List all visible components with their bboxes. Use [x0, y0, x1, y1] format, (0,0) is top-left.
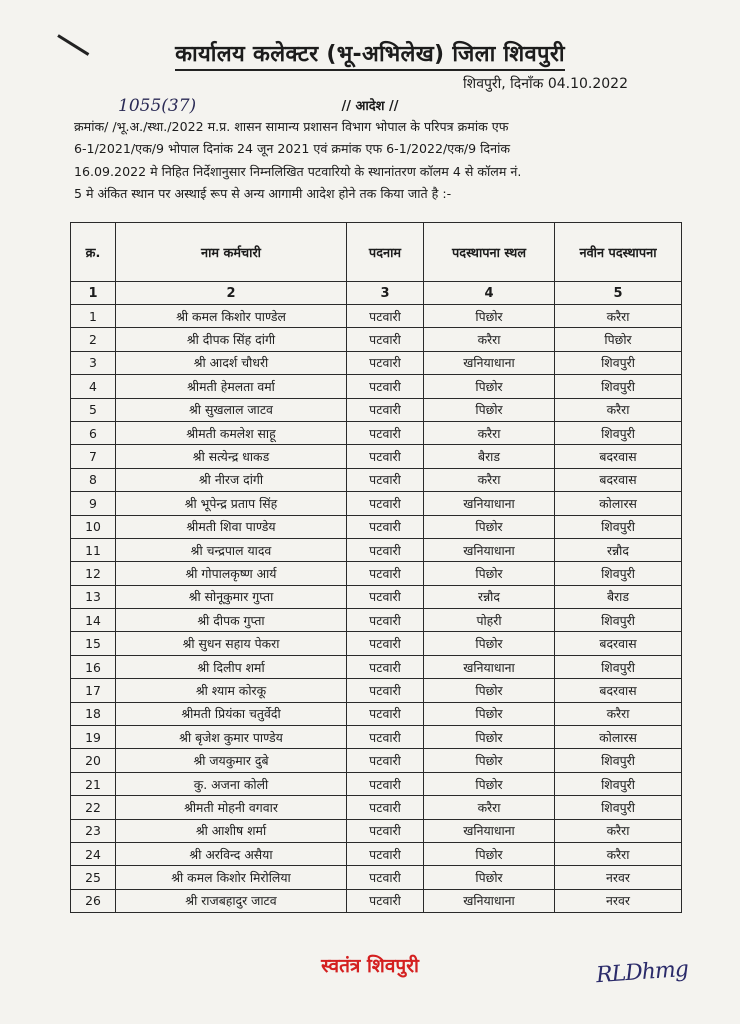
employee-name-cell: श्री सुखलाल जाटव: [116, 398, 347, 421]
current-posting-cell: पिछोर: [424, 632, 555, 655]
header-designation: पदनाम: [347, 223, 424, 282]
new-posting-cell: कोलारस: [555, 726, 682, 749]
table-row: [71, 842, 682, 865]
employee-name-cell: श्री जयकुमार दुबे: [116, 749, 347, 772]
designation-cell: पटवारी: [347, 328, 424, 351]
column-number: 4: [424, 282, 555, 305]
current-posting-cell: रन्नौद: [424, 585, 555, 608]
table-row: [71, 796, 682, 819]
new-posting-cell: करैरा: [555, 842, 682, 865]
serial-cell: 18: [71, 702, 116, 725]
body-line: 6-1/2021/एक/9 भोपाल दिनांक 24 जून 2021 एवं क्रमांक एफ 6-1/2022/एक/9 दिनांक: [74, 141, 511, 157]
current-posting-cell: पिछोर: [424, 375, 555, 398]
current-posting-cell: खनियाधाना: [424, 492, 555, 515]
employee-name-cell: श्री अरविन्द असैया: [116, 842, 347, 865]
serial-cell: 24: [71, 842, 116, 865]
designation-cell: पटवारी: [347, 819, 424, 842]
new-posting-cell: नरवर: [555, 866, 682, 889]
employee-name-cell: श्रीमती शिवा पाण्डेय: [116, 515, 347, 538]
new-posting-cell: करैरा: [555, 305, 682, 328]
serial-cell: 15: [71, 632, 116, 655]
serial-cell: 20: [71, 749, 116, 772]
table-row: [71, 351, 682, 374]
employee-name-cell: श्री आदर्श चौधरी: [116, 351, 347, 374]
handwritten-order-number: 1055(37): [118, 96, 197, 116]
table-row: [71, 679, 682, 702]
table-row: [71, 538, 682, 561]
order-body-text: [74, 116, 664, 206]
designation-cell: पटवारी: [347, 421, 424, 444]
serial-cell: 3: [71, 351, 116, 374]
table-row: [71, 632, 682, 655]
place-date: शिवपुरी, दिनाँक 04.10.2022: [463, 76, 628, 92]
serial-cell: 5: [71, 398, 116, 421]
serial-cell: 1: [71, 305, 116, 328]
serial-cell: 8: [71, 468, 116, 491]
employee-name-cell: श्री चन्द्रपाल यादव: [116, 538, 347, 561]
table-row: [71, 655, 682, 678]
designation-cell: पटवारी: [347, 726, 424, 749]
new-posting-cell: नरवर: [555, 889, 682, 912]
designation-cell: पटवारी: [347, 889, 424, 912]
serial-cell: 10: [71, 515, 116, 538]
designation-cell: पटवारी: [347, 585, 424, 608]
current-posting-cell: पिछोर: [424, 679, 555, 702]
table-row: [71, 585, 682, 608]
new-posting-cell: बैराड: [555, 585, 682, 608]
body-line: 16.09.2022 मे निहित निर्देशानुसार निम्नलिखित पटवारियो के स्थानांतरण कॉलम 4 से कॉलम नं.: [74, 163, 522, 179]
table-row: [71, 749, 682, 772]
designation-cell: पटवारी: [347, 866, 424, 889]
table-row: [71, 866, 682, 889]
new-posting-cell: शिवपुरी: [555, 655, 682, 678]
body-line: क्रमांक/ /भू.अ./स्था./2022 म.प्र. शासन सामान्य प्रशासन विभाग भोपाल के परिपत्र क्रमांक एफ: [74, 119, 509, 134]
employee-name-cell: श्रीमती मोहनी वगवार: [116, 796, 347, 819]
new-posting-cell: शिवपुरी: [555, 749, 682, 772]
designation-cell: पटवारी: [347, 375, 424, 398]
current-posting-cell: करैरा: [424, 421, 555, 444]
serial-cell: 11: [71, 538, 116, 561]
table-row: [71, 726, 682, 749]
employee-name-cell: श्री नीरज दांगी: [116, 468, 347, 491]
serial-cell: 12: [71, 562, 116, 585]
table-row: [71, 492, 682, 515]
designation-cell: पटवारी: [347, 492, 424, 515]
current-posting-cell: पोहरी: [424, 609, 555, 632]
employee-name-cell: श्री गोपालकृष्ण आर्य: [116, 562, 347, 585]
table-row: [71, 515, 682, 538]
new-posting-cell: शिवपुरी: [555, 515, 682, 538]
employee-name-cell: श्री राजबहादुर जाटव: [116, 889, 347, 912]
serial-cell: 26: [71, 889, 116, 912]
employee-name-cell: श्री बृजेश कुमार पाण्डेय: [116, 726, 347, 749]
column-number: 2: [116, 282, 347, 305]
table-row: [71, 772, 682, 795]
current-posting-cell: बैराड: [424, 445, 555, 468]
serial-cell: 22: [71, 796, 116, 819]
serial-cell: 6: [71, 421, 116, 444]
current-posting-cell: पिछोर: [424, 726, 555, 749]
body-line: 5 मे अंकित स्थान पर अस्थाई रूप से अन्य आगामी आदेश होने तक किया जाते है :-: [74, 186, 452, 202]
current-posting-cell: खनियाधाना: [424, 819, 555, 842]
signature: RLDhmg: [595, 956, 689, 989]
current-posting-cell: पिछोर: [424, 562, 555, 585]
new-posting-cell: कोलारस: [555, 492, 682, 515]
serial-cell: 14: [71, 609, 116, 632]
designation-cell: पटवारी: [347, 398, 424, 421]
header-employee-name: नाम कर्मचारी: [116, 223, 347, 282]
current-posting-cell: पिछोर: [424, 515, 555, 538]
serial-cell: 9: [71, 492, 116, 515]
new-posting-cell: बदरवास: [555, 468, 682, 491]
current-posting-cell: करैरा: [424, 796, 555, 819]
serial-cell: 25: [71, 866, 116, 889]
new-posting-cell: शिवपुरी: [555, 562, 682, 585]
employee-name-cell: श्री श्याम कोरकू: [116, 679, 347, 702]
table-row: [71, 562, 682, 585]
current-posting-cell: खनियाधाना: [424, 351, 555, 374]
header-serial: क्र.: [71, 223, 116, 282]
header-current-posting: पदस्थापना स्थल: [424, 223, 555, 282]
serial-cell: 19: [71, 726, 116, 749]
current-posting-cell: पिछोर: [424, 842, 555, 865]
column-number: 1: [71, 282, 116, 305]
designation-cell: पटवारी: [347, 702, 424, 725]
employee-name-cell: श्री दीपक गुप्ता: [116, 609, 347, 632]
current-posting-cell: पिछोर: [424, 866, 555, 889]
new-posting-cell: करैरा: [555, 398, 682, 421]
employee-name-cell: श्री कमल किशोर पाण्डेल: [116, 305, 347, 328]
designation-cell: पटवारी: [347, 515, 424, 538]
table-row: [71, 609, 682, 632]
designation-cell: पटवारी: [347, 305, 424, 328]
transfer-table: [70, 222, 682, 913]
designation-cell: पटवारी: [347, 609, 424, 632]
new-posting-cell: बदरवास: [555, 679, 682, 702]
designation-cell: पटवारी: [347, 655, 424, 678]
table-row: [71, 702, 682, 725]
office-title: [0, 38, 740, 68]
current-posting-cell: पिछोर: [424, 305, 555, 328]
designation-cell: पटवारी: [347, 468, 424, 491]
new-posting-cell: बदरवास: [555, 632, 682, 655]
table-row: [71, 445, 682, 468]
table-row: [71, 421, 682, 444]
employee-name-cell: श्रीमती हेमलता वर्मा: [116, 375, 347, 398]
new-posting-cell: शिवपुरी: [555, 772, 682, 795]
current-posting-cell: पिछोर: [424, 398, 555, 421]
employee-name-cell: श्री दिलीप शर्मा: [116, 655, 347, 678]
serial-cell: 16: [71, 655, 116, 678]
table-row: [71, 889, 682, 912]
header-new-posting: नवीन पदस्थापना: [555, 223, 682, 282]
employee-name-cell: श्री सुधन सहाय पेकरा: [116, 632, 347, 655]
serial-cell: 7: [71, 445, 116, 468]
new-posting-cell: करैरा: [555, 819, 682, 842]
designation-cell: पटवारी: [347, 679, 424, 702]
designation-cell: पटवारी: [347, 538, 424, 561]
new-posting-cell: शिवपुरी: [555, 351, 682, 374]
new-posting-cell: पिछोर: [555, 328, 682, 351]
designation-cell: पटवारी: [347, 842, 424, 865]
table-row: [71, 375, 682, 398]
serial-cell: 4: [71, 375, 116, 398]
designation-cell: पटवारी: [347, 445, 424, 468]
current-posting-cell: पिछोर: [424, 772, 555, 795]
serial-cell: 2: [71, 328, 116, 351]
table-row: [71, 305, 682, 328]
designation-cell: पटवारी: [347, 772, 424, 795]
current-posting-cell: पिछोर: [424, 749, 555, 772]
new-posting-cell: शिवपुरी: [555, 375, 682, 398]
new-posting-cell: शिवपुरी: [555, 421, 682, 444]
employee-name-cell: श्रीमती प्रियंका चतुर्वेदी: [116, 702, 347, 725]
table-row: [71, 398, 682, 421]
serial-cell: 23: [71, 819, 116, 842]
current-posting-cell: करैरा: [424, 328, 555, 351]
employee-name-cell: श्रीमती कमलेश साहू: [116, 421, 347, 444]
new-posting-cell: करैरा: [555, 702, 682, 725]
office-title-text: कार्यालय कलेक्टर (भू-अभिलेख) जिला शिवपुरी: [175, 42, 565, 71]
serial-cell: 13: [71, 585, 116, 608]
table-row: [71, 819, 682, 842]
column-number: 3: [347, 282, 424, 305]
new-posting-cell: बदरवास: [555, 445, 682, 468]
current-posting-cell: करैरा: [424, 468, 555, 491]
employee-name-cell: श्री सत्येन्द्र धाकड: [116, 445, 347, 468]
designation-cell: पटवारी: [347, 749, 424, 772]
table-header-row: [71, 223, 682, 282]
employee-name-cell: श्री आशीष शर्मा: [116, 819, 347, 842]
table-row: [71, 468, 682, 491]
table-row: [71, 328, 682, 351]
footer-stamp: स्वतंत्र शिवपुरी: [321, 955, 419, 977]
new-posting-cell: रन्नौद: [555, 538, 682, 561]
order-heading: // आदेश //: [341, 99, 399, 114]
designation-cell: पटवारी: [347, 632, 424, 655]
employee-name-cell: श्री सोनूकुमार गुप्ता: [116, 585, 347, 608]
designation-cell: पटवारी: [347, 796, 424, 819]
employee-name-cell: श्री कमल किशोर मिरोलिया: [116, 866, 347, 889]
serial-cell: 21: [71, 772, 116, 795]
current-posting-cell: खनियाधाना: [424, 655, 555, 678]
new-posting-cell: शिवपुरी: [555, 796, 682, 819]
column-number: 5: [555, 282, 682, 305]
column-number-row: [71, 282, 682, 305]
employee-name-cell: श्री दीपक सिंह दांगी: [116, 328, 347, 351]
employee-name-cell: कु. अजना कोली: [116, 772, 347, 795]
current-posting-cell: खनियाधाना: [424, 538, 555, 561]
designation-cell: पटवारी: [347, 351, 424, 374]
current-posting-cell: पिछोर: [424, 702, 555, 725]
serial-cell: 17: [71, 679, 116, 702]
designation-cell: पटवारी: [347, 562, 424, 585]
new-posting-cell: शिवपुरी: [555, 609, 682, 632]
employee-name-cell: श्री भूपेन्द्र प्रताप सिंह: [116, 492, 347, 515]
current-posting-cell: खनियाधाना: [424, 889, 555, 912]
